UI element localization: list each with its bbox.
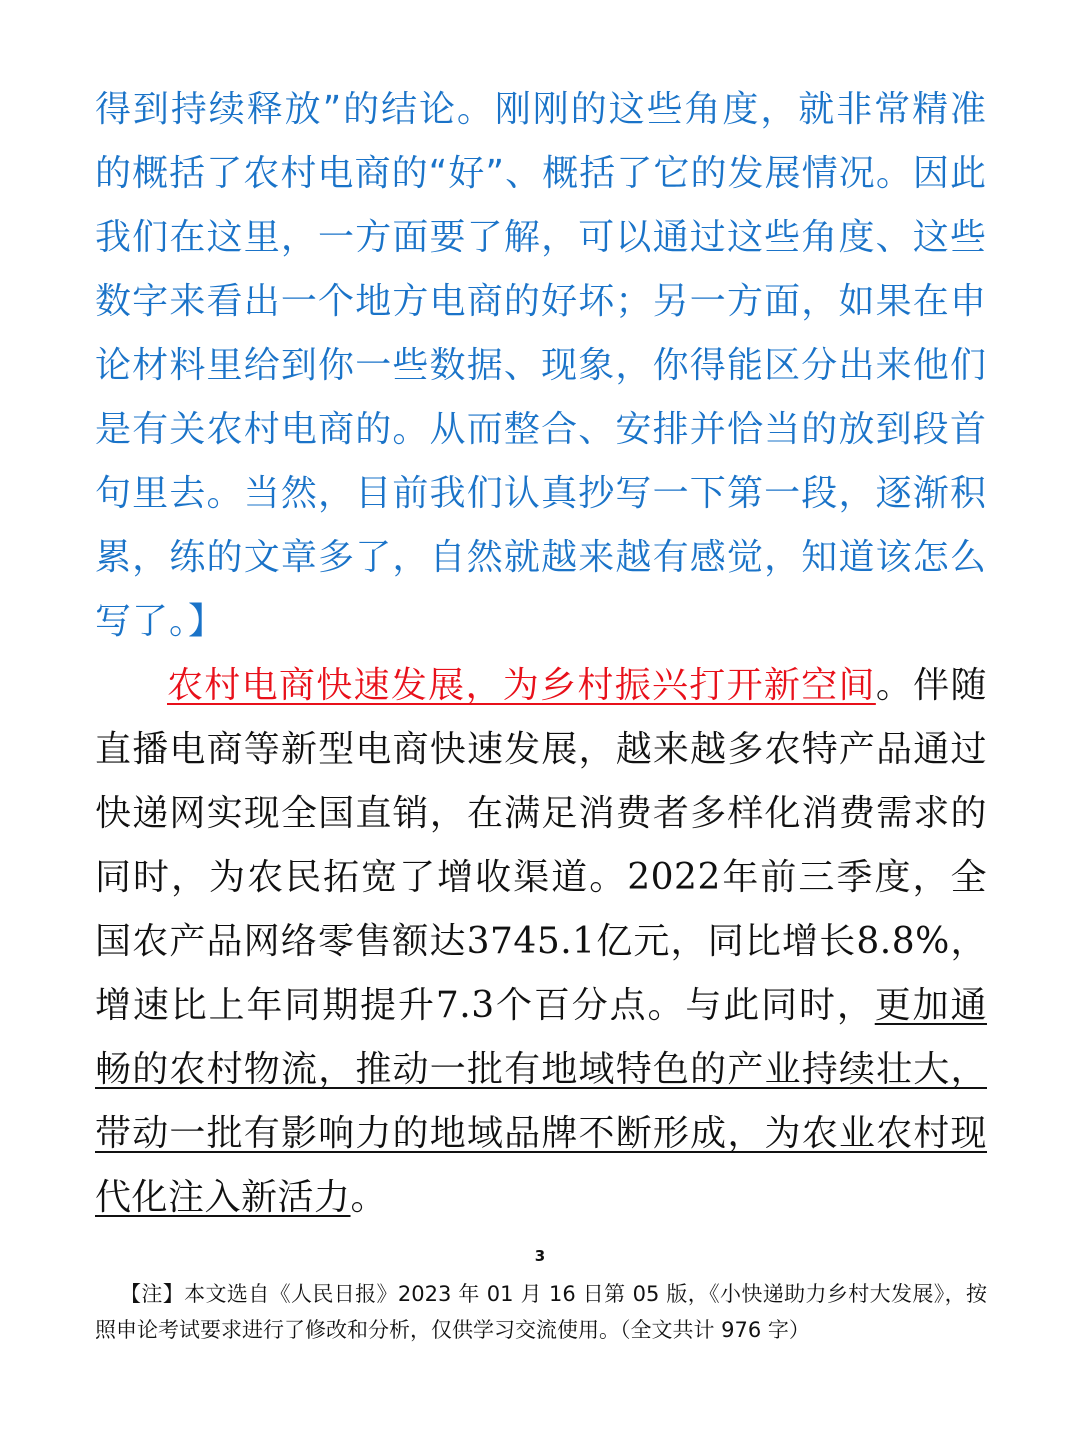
paragraph-end: 。 <box>350 1177 388 1218</box>
underlined-sentence: 更加通畅的农村物流，推动一批有地域特色的产业持续壮大，带动一批有影响力的地域品牌不断形成，为农业农村现代化注入新活力 <box>95 985 987 1218</box>
article-paragraph <box>95 654 987 1230</box>
source-note: 【注】本文选自《人民日报》2023 年 01 月 16 日第 05 版，《小快递助力乡村大发展》，按照申论考试要求进行了修改和分析，仅供学习交流使用。（全文共计 976 字） <box>95 1282 987 1342</box>
paragraph-body: 伴随直播电商等新型电商快速发展，越来越多农特产品通过快递网实现全国直销，在满足消费者多样化消费需求的同时，为农民拓宽了增收渠道。2022年前三季度，全国农产品网络零售额达3745.1亿元，同比增长8.8%，增速比上年同期提升7.3个百分点。与此同时， <box>95 665 987 1026</box>
article-body <box>95 78 987 1230</box>
page-number: 3 <box>534 1247 546 1265</box>
analysis-paragraph: 得到持续释放”的结论。刚刚的这些角度，就非常精准的概括了农村电商的“好”、概括了它的发展情况。因此我们在这里，一方面要了解，可以通过这些角度、这些数字来看出一个地方电商的好坏；另一方面，如果在申论材料里给到你一些数据、现象，你得能区分出来他们是有关农村电商的。从而整合、安排并恰当的放到段首句里去。当然，目前我们认真抄写一下第一段，逐渐积累，练的文章多了，自然就越来越有感觉，知道该怎么写了。】 <box>95 89 987 642</box>
paragraph-heading: 农村电商快速发展，为乡村振兴打开新空间 <box>167 665 876 706</box>
heading-period: 。 <box>875 665 914 706</box>
